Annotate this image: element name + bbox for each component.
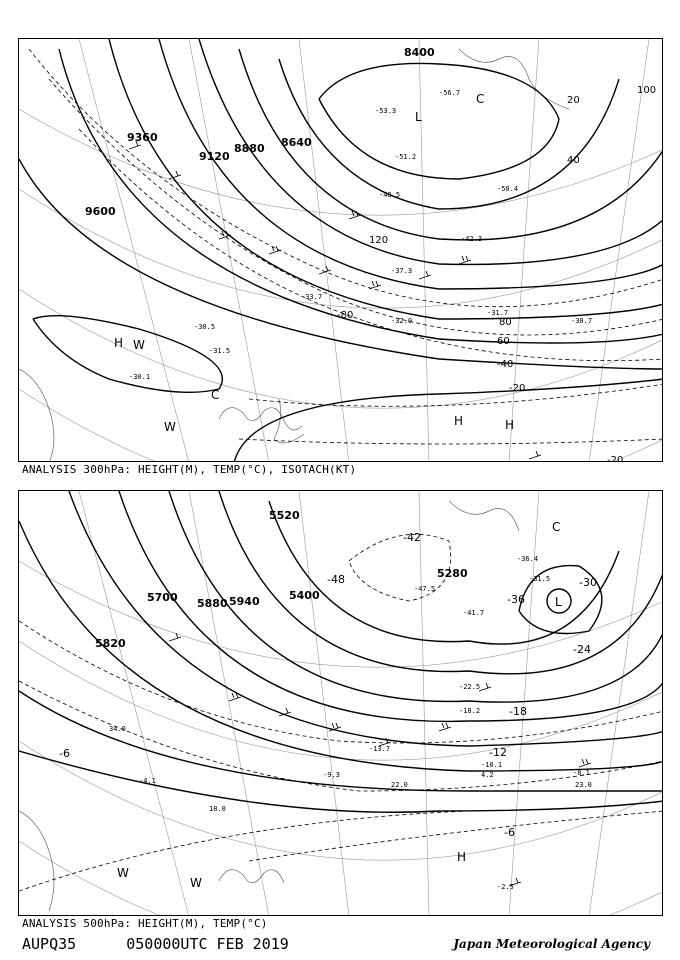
station-value: -31.5	[209, 347, 231, 355]
isotach-label: 60	[497, 336, 510, 347]
map-300hpa-canvas	[19, 39, 663, 462]
warm-center-marker: W	[190, 876, 202, 890]
high-center-marker: H	[457, 850, 467, 864]
temp-label: -18	[509, 705, 527, 718]
station-value: -53.3	[375, 107, 397, 115]
isotach-label: 100	[637, 85, 657, 96]
coastline	[19, 49, 569, 462]
station-value: -13.7	[369, 745, 391, 753]
cold-center-marker: C	[552, 520, 561, 534]
temp-label: -80	[337, 310, 354, 321]
isotach-label: 80	[499, 317, 512, 328]
map-500hpa	[18, 490, 663, 916]
station-value: -48.5	[379, 191, 401, 199]
warm-center-marker: W	[117, 866, 129, 880]
coastline	[19, 501, 519, 911]
high-center-marker: H	[505, 418, 515, 432]
high-center-marker: H	[454, 414, 464, 428]
station-value: 34.0	[109, 725, 126, 733]
isotherms	[19, 534, 663, 891]
height-label: 8880	[234, 142, 265, 155]
station-plots	[129, 89, 592, 381]
station-value: 23.0	[575, 781, 592, 789]
temp-label: -30	[579, 576, 597, 589]
station-value: -31.5	[529, 575, 551, 583]
station-value: 4.2	[481, 771, 494, 779]
isotach-label: 120	[369, 235, 389, 246]
station-value: 22.0	[391, 781, 408, 789]
height-contours	[19, 491, 663, 812]
cold-center-marker: C	[211, 388, 220, 402]
station-value: -30.1	[129, 373, 151, 381]
station-value: -42.3	[461, 235, 483, 243]
isotachs	[29, 49, 663, 444]
temp-label: -48	[327, 573, 345, 586]
height-label: 5700	[147, 591, 178, 604]
station-value: -2.5	[497, 883, 514, 891]
map-300hpa	[18, 38, 663, 462]
pressure-centers	[114, 92, 514, 434]
isotach-label: 40	[567, 155, 580, 166]
warm-center-marker: W	[133, 338, 145, 352]
temp-labels	[59, 531, 597, 839]
station-value: -37.3	[391, 267, 413, 275]
temp-label: -12	[489, 746, 507, 759]
temp-label: -24	[573, 643, 591, 656]
isotach-label: 20	[567, 95, 580, 106]
temp-label: -20	[509, 383, 526, 394]
station-value: -10.1	[481, 761, 503, 769]
station-value: -9.3	[323, 771, 340, 779]
temp-label: -6	[504, 826, 515, 839]
caption-300hpa: ANALYSIS 300hPa: HEIGHT(M), TEMP(°C), ISOTACH(KT)	[22, 463, 357, 476]
station-value: -51.2	[395, 153, 417, 161]
caption-500hpa: ANALYSIS 500hPa: HEIGHT(M), TEMP(°C)	[22, 917, 268, 930]
height-label: 5820	[95, 637, 126, 650]
height-label: 5880	[197, 597, 228, 610]
station-value: -50.4	[497, 185, 519, 193]
low-center-marker: L	[415, 110, 422, 124]
temp-label: -36	[507, 593, 525, 606]
height-label: 9360	[127, 131, 158, 144]
station-value: -41.7	[463, 609, 485, 617]
temp-label: -20	[607, 455, 624, 463]
station-value: -4.1	[139, 777, 156, 785]
height-label: 9600	[85, 205, 116, 218]
height-label: 5940	[229, 595, 260, 608]
product-header	[22, 935, 289, 953]
cold-center-marker: C	[476, 92, 485, 106]
height-label: 8400	[404, 46, 435, 59]
station-value: -31.7	[487, 309, 509, 317]
station-value: -32.0	[391, 317, 413, 325]
height-label: 5520	[269, 509, 300, 522]
agency-name: Japan Meteorological Agency	[453, 937, 650, 951]
height-label: 5400	[289, 589, 320, 602]
temp-label: -6	[59, 747, 70, 760]
station-value: -30.5	[194, 323, 216, 331]
valid-time: 050000UTC FEB 2019	[126, 935, 289, 953]
station-value: -36.4	[517, 555, 539, 563]
station-value: -47.5	[414, 585, 436, 593]
map-500hpa-canvas	[19, 491, 663, 916]
station-value: -33.7	[301, 293, 323, 301]
station-value: 18.0	[209, 805, 226, 813]
temp-label: -42	[403, 531, 421, 544]
low-center-marker: L	[555, 595, 562, 609]
height-label: 5280	[437, 567, 468, 580]
product-code: AUPQ35	[22, 935, 77, 953]
warm-center-marker: W	[164, 420, 176, 434]
graticule	[19, 491, 663, 916]
station-value: -8.1	[573, 769, 590, 777]
station-value: -56.7	[439, 89, 461, 97]
height-label: 8640	[281, 136, 312, 149]
height-label: 9120	[199, 150, 230, 163]
station-value: -22.5	[459, 683, 481, 691]
wind-barbs	[169, 633, 591, 886]
station-value: -18.2	[459, 707, 481, 715]
temp-label: -40	[497, 359, 514, 370]
high-center-marker: H	[114, 336, 124, 350]
station-value: -30.7	[571, 317, 593, 325]
